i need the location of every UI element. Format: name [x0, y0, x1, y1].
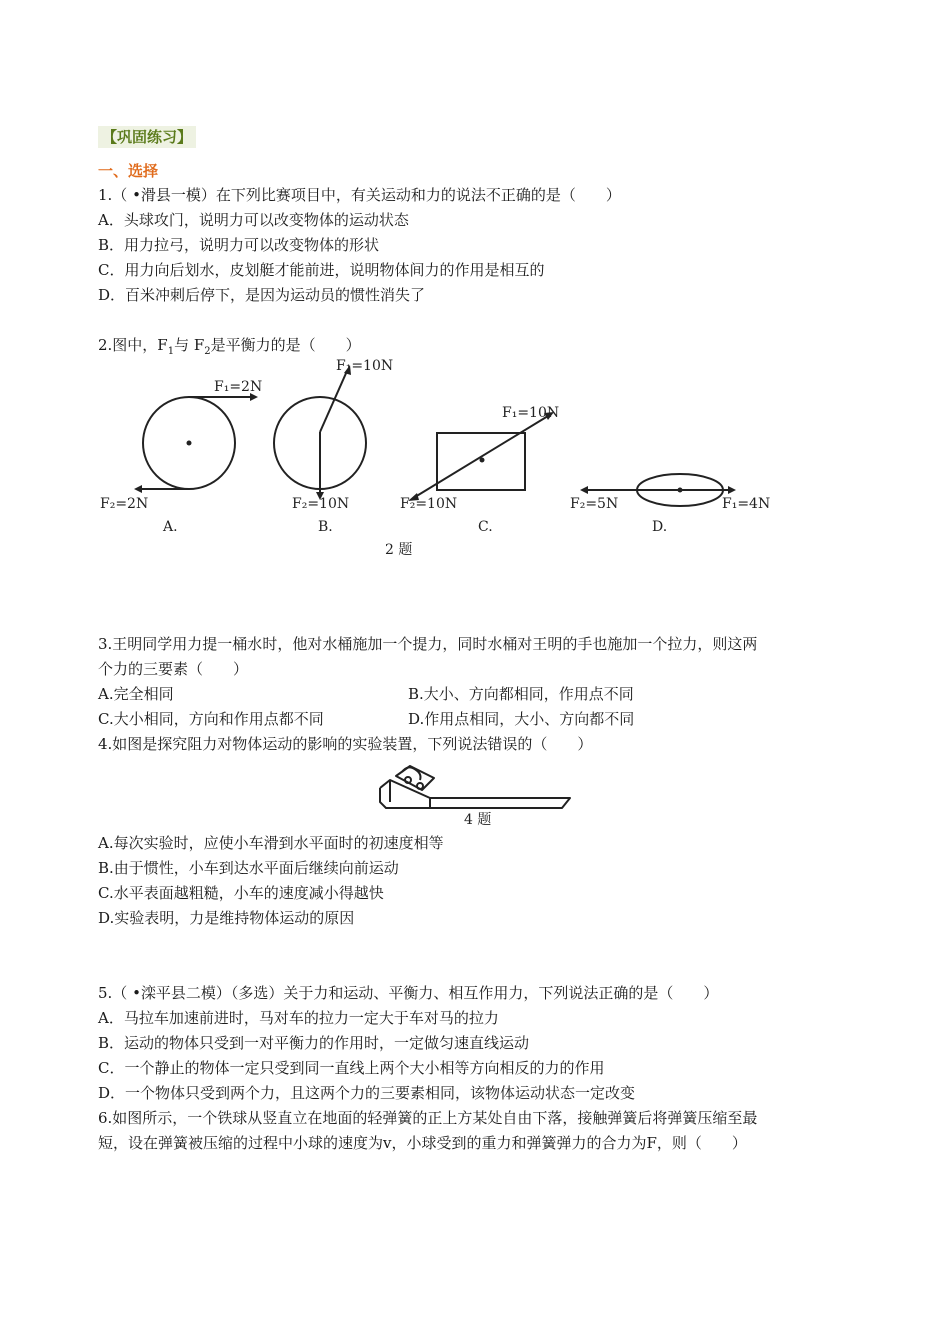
q3-stem-line1: 3.王明同学用力提一桶水时，他对水桶施加一个提力，同时水桶对王明的手也施加一个拉力，则这两	[98, 635, 758, 653]
fig-4-caption: 4 题	[464, 812, 492, 828]
fig-d-label: D.	[652, 519, 668, 535]
q3-stem-line2: 个力的三要素（ ）	[98, 660, 249, 678]
fig-d-f2: F₂=5N	[570, 496, 619, 512]
q5-option-b: B．运动的物体只受到一对平衡力的作用时，一定做匀速直线运动	[98, 1034, 530, 1052]
q3-option-c: C.大小相同，方向和作用点都不同	[98, 710, 324, 728]
q4-option-d: D.实验表明，力是维持物体运动的原因	[98, 909, 355, 927]
fig-d-f1: F₁=4N	[722, 496, 771, 512]
q4-incline-figure	[370, 758, 580, 830]
q3-option-b: B.大小、方向都相同，作用点不同	[408, 685, 634, 703]
q6-stem-line2: 短，设在弹簧被压缩的过程中小球的速度为v，小球受到的重力和弹簧弹力的合力为F，则（ ）	[98, 1134, 747, 1152]
q5-option-c: C．一个静止的物体一定只受到同一直线上两个大小相等方向相反的力的作用	[98, 1059, 605, 1077]
q4-option-b: B.由于惯性，小车到达水平面后继续向前运动	[98, 859, 399, 877]
q1-stem: 1.（ •滑县一模）在下列比赛项目中，有关运动和力的说法不正确的是（ ）	[98, 186, 621, 204]
q5-stem: 5.（ •滦平县二模）（多选）关于力和运动、平衡力、相互作用力，下列说法正确的是（ ）	[98, 984, 719, 1002]
fig-a-f2: F₂=2N	[100, 496, 149, 512]
q2-stem: 2.图中，$F_1$与 $F_2$是平衡力的是（ ）	[98, 336, 361, 357]
practice-heading: 【巩固练习】	[98, 126, 196, 148]
section-title: 一、选择	[98, 162, 159, 180]
q4-option-c: C.水平表面越粗糙，小车的速度减小得越快	[98, 884, 384, 902]
q1-option-d: D．百米冲刺后停下，是因为运动员的惯性消失了	[98, 286, 426, 304]
q5-option-a: A．马拉车加速前进时，马对车的拉力一定大于车对马的拉力	[98, 1009, 499, 1027]
q4-option-a: A.每次实验时，应使小车滑到水平面时的初速度相等	[98, 834, 444, 852]
fig-b-f1: F₁=10N	[336, 358, 394, 374]
fig-b-label: B.	[318, 519, 333, 535]
fig-a-label: A.	[163, 519, 178, 535]
q3-option-a: A.完全相同	[98, 685, 174, 703]
fig-c-f1: F₁=10N	[502, 405, 560, 421]
q5-option-d: D．一个物体只受到两个力，且这两个力的三要素相同，该物体运动状态一定改变	[98, 1084, 636, 1102]
q1-option-b: B．用力拉弓，说明力可以改变物体的形状	[98, 236, 380, 254]
fig-c-label: C.	[478, 519, 493, 535]
q2-force-figure	[0, 350, 950, 565]
q3-option-d: D.作用点相同，大小、方向都不同	[408, 710, 635, 728]
q6-stem-line1: 6.如图所示，一个铁球从竖直立在地面的轻弹簧的正上方某处自由下落，接触弹簧后将弹簧压缩至最	[98, 1109, 758, 1127]
q1-option-c: C．用力向后划水，皮划艇才能前进，说明物体间力的作用是相互的	[98, 261, 545, 279]
q1-option-a: A．头球攻门，说明力可以改变物体的运动状态	[98, 211, 409, 229]
q4-stem: 4.如图是探究阻力对物体运动的影响的实验装置，下列说法错误的（ ）	[98, 735, 593, 753]
fig-2-caption: 2 题	[385, 542, 413, 558]
fig-c-f2: F₂=10N	[400, 496, 458, 512]
fig-a-f1: F₁=2N	[214, 379, 263, 395]
fig-b-f2: F₂=10N	[292, 496, 350, 512]
